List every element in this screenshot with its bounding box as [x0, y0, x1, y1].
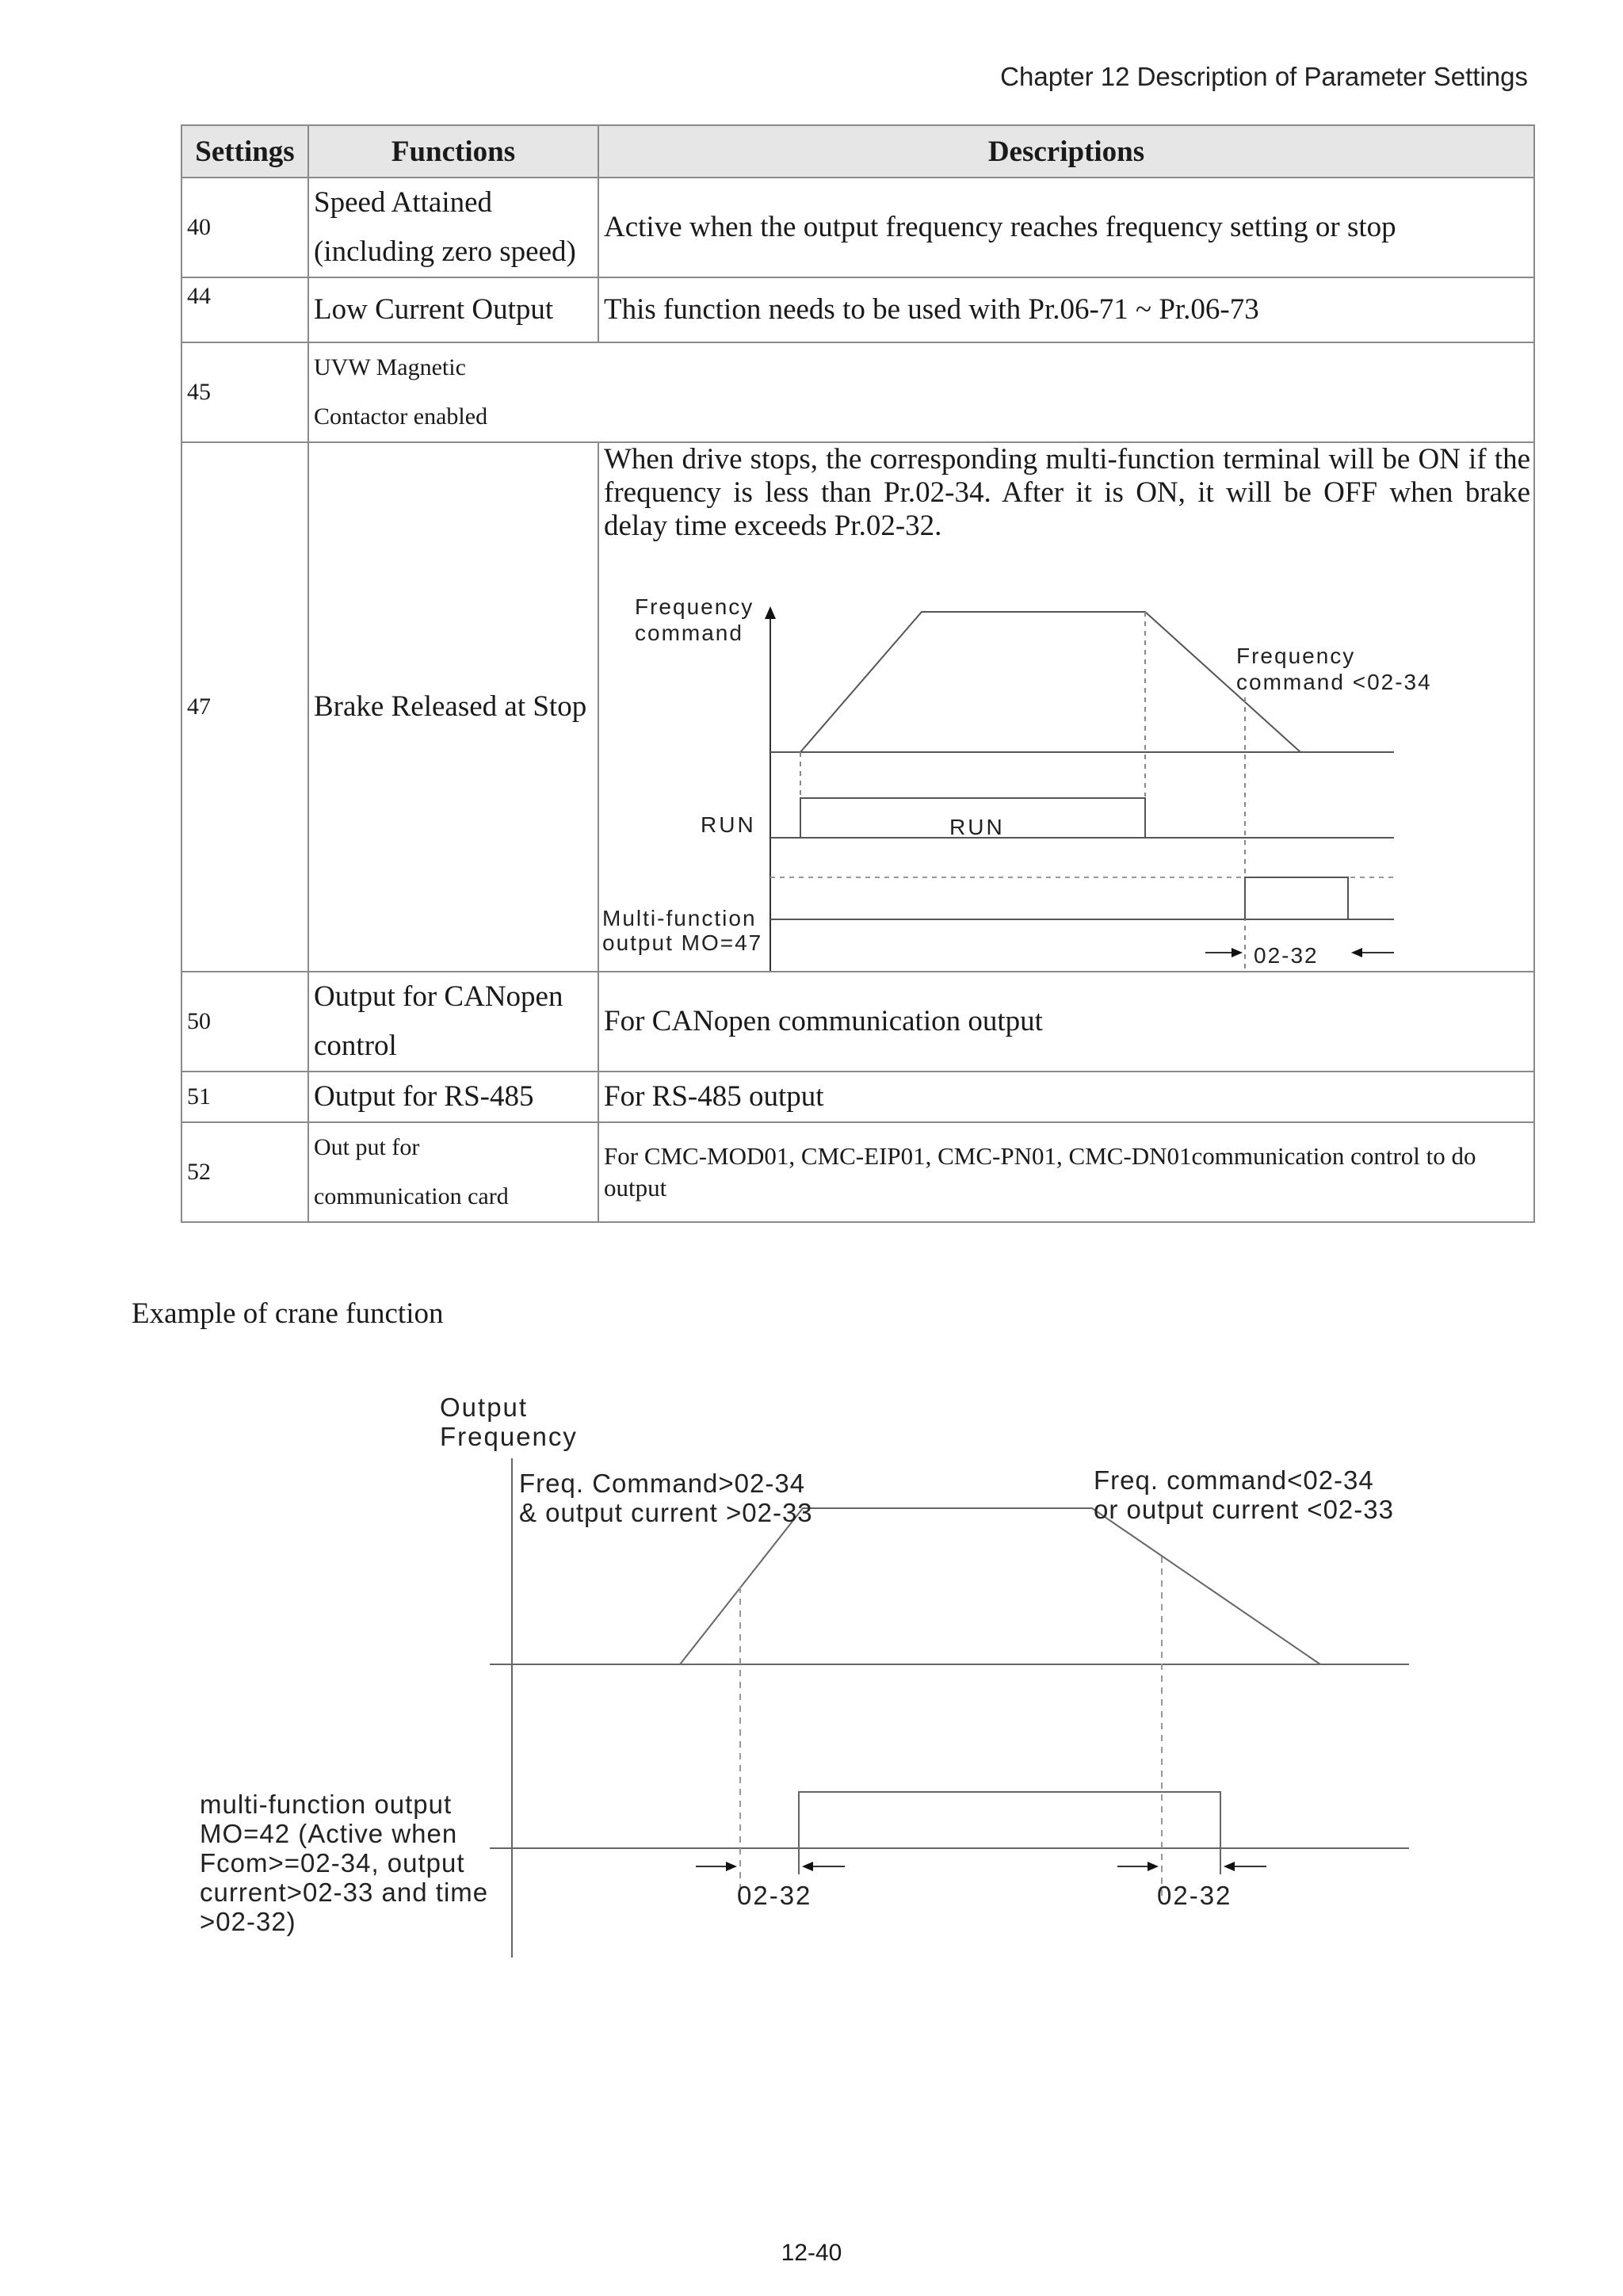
table-row [181, 972, 1534, 1072]
mo42-label-3: Fcom>=02-34, output [200, 1848, 465, 1878]
crane-delay-arrow-head [1148, 1862, 1159, 1871]
function-line: (including zero speed) [314, 235, 576, 268]
column-header-descriptions: Descriptions [598, 125, 1534, 178]
mo47-pulse [1245, 877, 1348, 919]
crane-frequency-curve [680, 1508, 1320, 1664]
mo42-label-5: >02-32) [200, 1907, 296, 1936]
mo42-pulse [799, 1792, 1220, 1848]
function-line: communication card [314, 1183, 509, 1209]
mo42-label-1: multi-function output [200, 1790, 453, 1819]
y-axis-arrow [765, 606, 776, 619]
setting-cell: 51 [181, 1072, 308, 1122]
fall-condition-label-1: Freq. command<02-34 [1094, 1465, 1374, 1495]
description-text: When drive stops, the corresponding multi-function terminal will be ON if the frequency is less than Pr.02-34. After it is ON, it will be OFF when brake delay time exceeds Pr.02-32. [604, 443, 1530, 542]
table-row [181, 442, 1534, 972]
function-cell [308, 178, 598, 277]
crane-delay-arrow-head [726, 1862, 737, 1871]
function-line: Contactor enabled [314, 403, 488, 430]
fall-condition-label-2: or output current <02-33 [1094, 1495, 1394, 1524]
crane-y-label-2: Frequency [440, 1422, 578, 1451]
column-header-functions: Functions [308, 125, 598, 178]
function-line: Low Current Output [314, 293, 554, 326]
description-cell: For RS-485 output [598, 1072, 1534, 1122]
setting-cell: 52 [181, 1122, 308, 1222]
description-cell [598, 442, 1534, 972]
chapter-header: Chapter 12 Description of Parameter Settings [1000, 62, 1528, 91]
mo42-label-2: MO=42 (Active when [200, 1819, 458, 1848]
setting-cell: 45 [181, 342, 308, 442]
setting-cell: 47 [181, 442, 308, 972]
setting-cell: 40 [181, 178, 308, 277]
function-cell [308, 1072, 598, 1122]
crane-delay-arrow-head [1224, 1862, 1235, 1871]
mo47-label-1: Multi-function [602, 906, 757, 930]
delay-arrow-right-head [1351, 948, 1362, 957]
frequency-command-label-2: command [635, 621, 743, 645]
threshold-label-2: command <02-34 [1236, 670, 1432, 694]
delay-label: 02-32 [1254, 943, 1319, 968]
parameter-table [181, 124, 1535, 1223]
crane-example-title: Example of crane function [132, 1297, 444, 1330]
run-pulse-label: RUN [949, 815, 1005, 839]
crane-y-label-1: Output [440, 1392, 529, 1422]
column-header-settings: Settings [181, 125, 308, 178]
brake-release-timing-diagram [599, 543, 1531, 971]
frequency-command-label-1: Frequency [635, 594, 754, 619]
description-cell: Active when the output frequency reaches frequency setting or stop [598, 178, 1534, 277]
threshold-label-1: Frequency [1236, 644, 1356, 668]
page-number: 12-40 [781, 2240, 842, 2266]
function-line: Output for RS-485 [314, 1080, 534, 1113]
crane-delay-label-left: 02-32 [737, 1881, 812, 1910]
function-cell [308, 1122, 598, 1222]
table-row [181, 1072, 1534, 1122]
table-row [181, 1122, 1534, 1222]
function-line: Out put for [314, 1134, 420, 1160]
description-cell: This function needs to be used with Pr.06-71 ~ Pr.06-73 [598, 277, 1534, 342]
rise-condition-label-1: Freq. Command>02-34 [519, 1469, 806, 1498]
table-row [181, 342, 1534, 442]
function-line: Output for CANopen [314, 980, 563, 1013]
crane-function-timing-diagram [182, 1379, 1426, 1981]
mo47-label-2: output MO=47 [602, 930, 763, 955]
description-cell: For CMC-MOD01, CMC-EIP01, CMC-PN01, CMC-DN01communication control to do output [598, 1122, 1534, 1222]
function-line: Speed Attained [314, 186, 493, 219]
table-header-row [181, 125, 1534, 178]
description-cell: For CANopen communication output [598, 972, 1534, 1072]
delay-arrow-left-head [1232, 948, 1243, 957]
function-line: UVW Magnetic [314, 354, 466, 380]
crane-delay-label-right: 02-32 [1157, 1881, 1232, 1910]
table-row [181, 178, 1534, 277]
run-axis-label: RUN [701, 812, 756, 837]
function-cell [308, 342, 1534, 442]
rise-condition-label-2: & output current >02-33 [519, 1498, 813, 1527]
frequency-curve [800, 612, 1300, 752]
function-line: Brake Released at Stop [314, 690, 587, 723]
mo42-label-4: current>02-33 and time [200, 1878, 489, 1907]
setting-cell: 44 [181, 277, 308, 342]
table-row [181, 277, 1534, 342]
crane-delay-arrow-head [802, 1862, 813, 1871]
function-cell [308, 277, 598, 342]
function-line: control [314, 1030, 397, 1062]
function-cell [308, 442, 598, 972]
setting-cell: 50 [181, 972, 308, 1072]
function-cell [308, 972, 598, 1072]
